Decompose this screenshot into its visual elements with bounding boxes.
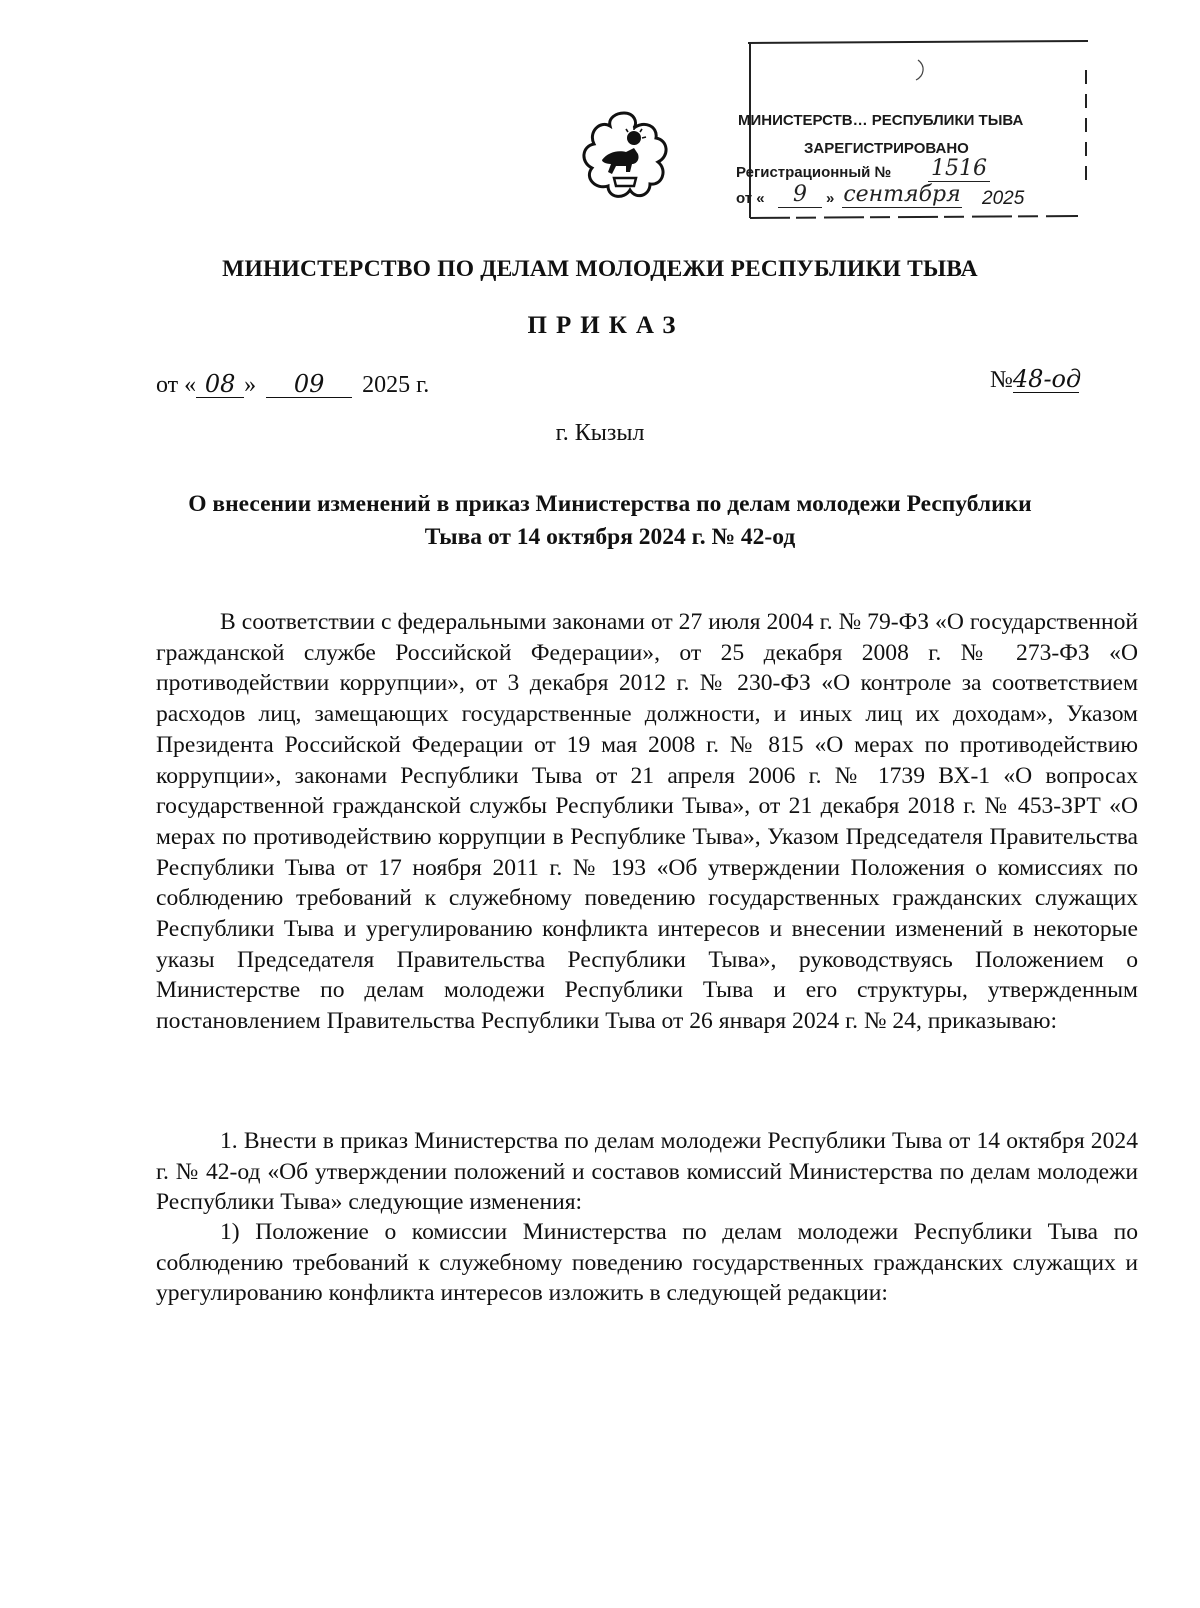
subject-line-1: О внесении изменений в приказ Министерства по делам молодежи Республики bbox=[188, 491, 1032, 517]
tyva-emblem-icon bbox=[578, 108, 670, 200]
city: г. Кызыл bbox=[555, 420, 645, 446]
date-month: 09 bbox=[266, 371, 352, 398]
subject-line-2: Тыва от 14 октября 2024 г. № 42-од bbox=[424, 524, 796, 550]
date-prefix: от « bbox=[156, 372, 197, 398]
stamp-month: сентября bbox=[843, 182, 961, 207]
order-date bbox=[156, 371, 429, 399]
stamp-reg-label: Регистрационный № bbox=[736, 164, 892, 181]
registration-stamp bbox=[736, 40, 1100, 230]
ministry-title: МИНИСТЕРСТВО ПО ДЕЛАМ МОЛОДЕЖИ РЕСПУБЛИКИ ТЫВА bbox=[222, 256, 978, 282]
date-day-close: » bbox=[244, 372, 257, 398]
subitem-1-paragraph: 1) Положение о комиссии Министерства по делам молодежи Республики Тыва по соблюдению требований к служебному поведению государственных гражданских служащих и урегулированию конфликта интересов изложить в следующей редакции: bbox=[156, 1219, 1138, 1307]
preamble-paragraph: В соответствии с федеральными законами от 27 июля 2004 г. № 79-ФЗ «О государственной гражданской службе Российской Федерации», от 25 декабря 2008 г. № 273-ФЗ «О противодействии коррупции», от 3 декабря 2012 г. № 230-ФЗ «О контроле за соответствием расходов лиц, замещающих государственные должности, и иных лиц их доходам», Указом Президента Российской Федерации от 19 мая 2008 г. № 815 «О мерах по противодействию коррупции», законами Республики Тыва от 21 апреля 2006 г. № 1739 ВХ-1 «О вопросах государственной гражданской службы Республики Тыва», от 21 декабря 2018 г. № 453-ЗРТ «О мерах по противодействию коррупции в Республике Тыва», Указом Председателя Правительства Республики Тыва от 17 ноября 2011 г. № 193 «Об утверждении Положения о комиссиях по соблюдению требований к служебному поведению государственных гражданских служащих Республики Тыва и урегулированию конфликта интересов и внесении изменений в некоторые указы Председателя Правительства Республики Тыва», руководствуясь Положением о Министерстве по делам молодежи Республики Тыва и его структуры, утвержденным постановлением Правительства Республики Тыва от 26 января 2024 г. № 24, приказываю: bbox=[156, 609, 1138, 1035]
stamp-reg-number: 1516 bbox=[928, 156, 990, 182]
number-value: 48-од bbox=[1012, 365, 1082, 393]
date-day: 08 bbox=[196, 371, 244, 398]
stamp-registered-line: ЗАРЕГИСТРИРОВАНО bbox=[804, 140, 969, 157]
document-type: ПРИКАЗ bbox=[527, 312, 685, 339]
stamp-day: 9 bbox=[778, 182, 822, 208]
stamp-day-close: » bbox=[826, 190, 835, 207]
order-subject bbox=[150, 488, 1070, 554]
order-number bbox=[990, 365, 1082, 394]
stamp-ministry-line: МИНИСТЕРСТВ… РЕСПУБЛИКИ ТЫВА bbox=[738, 112, 1024, 129]
date-year: 2025 г. bbox=[362, 372, 430, 398]
number-label: № bbox=[990, 367, 1013, 393]
item-1-paragraph: 1. Внести в приказ Министерства по делам молодежи Республики Тыва от 14 октября 2024 г. № 42-од «Об утверждении положений и составов комиссий Министерства по делам молодежи Республики Тыва» следующие изменения: bbox=[156, 1128, 1138, 1216]
stamp-year: 2025 bbox=[982, 188, 1025, 209]
stamp-date-prefix: от « bbox=[736, 190, 765, 207]
